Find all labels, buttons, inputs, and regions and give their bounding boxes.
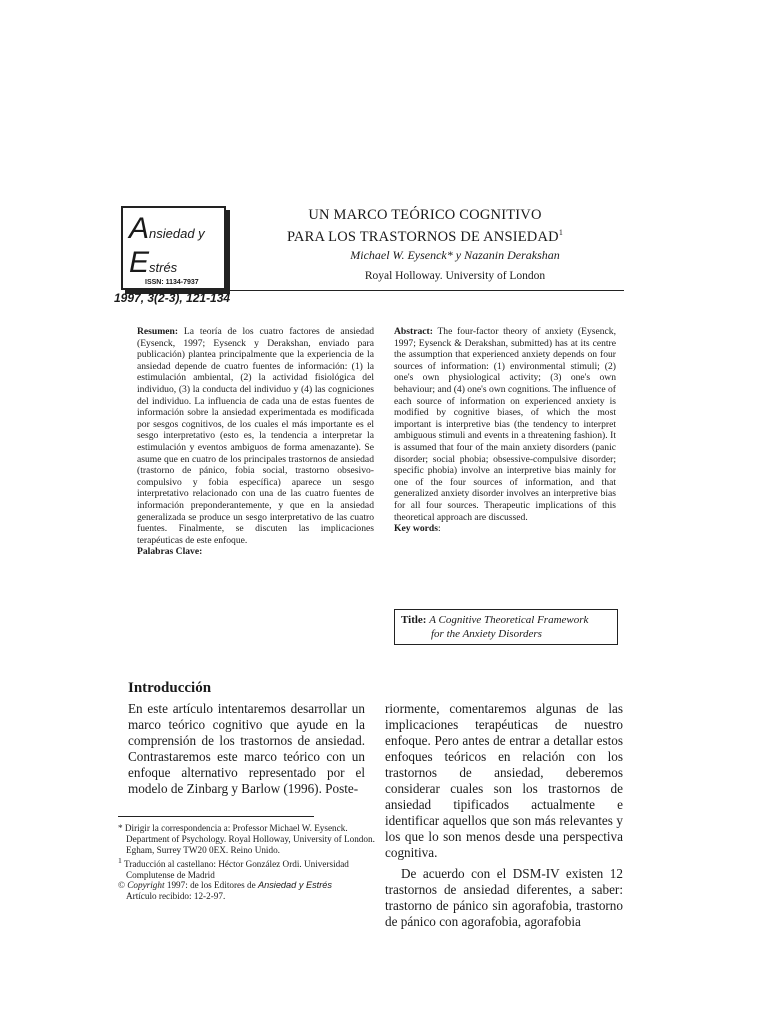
article-affiliation: Royal Holloway. University of London [364, 270, 546, 282]
abstract-text: The four-factor theory of anxiety (Eysenck, 1997; Eysenck & Derakshan, submitted) has at its centre the assumption that experienced anxiety depends on four sources of information: (1) environmental stimuli; (2) one's own physiological activity; (3) one's own behaviour; and (4) one's own cognitions. The influence of each source of information on experienced anxiety is modified by cognitive biases, of which the most important is interpretive bias (the tendency to interpret ambiguous stimuli and events in a threatening fashion). It is assumed that four of the main anxiety disorders (panic disorder; social phobia; obsessive-compulsive disorder; specific phobia) involve an interpretive bias mainly for one of the four sources of information, and that generalized anxiety disorder involves an interpretive bias for all four sources. Therapeutic implications of this theoretical approach are discussed. [394, 326, 616, 523]
article-title [244, 207, 606, 246]
issn: ISSN: 1134-7937 [145, 279, 199, 286]
body-paragraph: riormente, comentaremos algunas de las implicaciones terapéuticas de nuestro enfoque. Pero antes de entrar a detallar estos enfoques teóricos en relación con los trastornos de ansiedad, deberemos considerar cuales son los trastornos de ansiedad tipificados actualmente e identificar aquellos que son más relevantes y los que lo son menos desde una perspectiva cognitiva. [385, 701, 623, 860]
abstract-label: Abstract: [394, 326, 433, 337]
footnote-rule [118, 816, 314, 817]
body-column-2 [385, 701, 623, 930]
logo-line-2: Estrés [129, 246, 178, 279]
resumen-text: La teoría de los cuatro factores de ansiedad (Eysenck, 1997; Eysenck y Derakshan, enviado para publicación) plantea principalmente que la experiencia de la ansiedad depende de cuatro fuentes de información: (1) la estimulación ambiental, (2) la actividad fisiológica del individuo, (3) la conducta del individuo y (4) las cogniciones del individuo. La influencia de cada una de estas fuentes de información sobre la ansiedad experimentada es modificada por sesgos cognitivos, de los cuales el más importante es el sesgo interpretativo (esto es, la tendencia a interpretar la estimulación y eventos ambiguos de forma amenazante). Se asume que en cuatro de los principales trastornos de ansiedad (trastorno de pánico, fobia social, trastorno obsesivo-compulsivo y fobia específica) aparece un sesgo interpretativo relacionado con una de las cuatro fuentes de información preponderantemente, y que en la ansiedad generalizada se produce un sesgo interpretativo de las cuatro fuentes. Finalmente, se discuten las implicaciones terapéuticas de este enfoque. [137, 326, 374, 546]
journal-logo [121, 206, 226, 290]
title-line-2: PARA LOS TRASTORNOS DE ANSIEDAD$^1$ [286, 228, 564, 245]
resumen-block [137, 326, 374, 558]
copyright-notice: © Copyright 1997: de los Editores de Ansiedad y Estrés Artículo recibido: 12-2-97. [118, 880, 368, 902]
english-title-box [394, 609, 618, 645]
abstract-block: Abstract: The four-factor theory of anxiety (Eysenck, 1997; Eysenck & Derakshan, submitted) has at its centre the assumption that experienced anxiety depends on four sources of information: (1) environmental stimuli; (2) one's own physiological activity; (3) one's own behaviour; and (4) one's own cognitions. The influence of each source of information on experienced anxiety is modified by cognitive biases, of which the most important is interpretive bias (the tendency to interpret ambiguous stimuli and events in a threatening fashion). It is assumed that four of the main anxiety disorders (panic disorder; social phobia; obsessive-compulsive disorder; specific phobia) involve an interpretive bias mainly for one of the four sources of information, and that generalized anxiety disorder involves an interpretive bias for all four sources. Therapeutic implications of this theoretical approach are discussed. Key words: [394, 326, 616, 535]
footnote-translation: $^1$ Traducción al castellano: Héctor González Ordi. Universidad Complutense de Madrid [118, 856, 349, 880]
title-line-1: UN MARCO TEÓRICO COGNITIVO [308, 207, 542, 223]
body-column-1: En este artículo intentaremos desarrollar un marco teórico cognitivo que ayude en la comprensión de los trastornos de ansiedad. Contrastaremos este marco teórico con un enfoque alternativo representado por el modelo de Zinbarg y Barlow (1996). Poste- [128, 701, 365, 796]
keywords-label: Key words [394, 523, 438, 535]
introduction-heading: Introducción [128, 680, 212, 696]
article-authors: Michael W. Eysenck* y Nazanin Derakshan [350, 248, 560, 262]
logo-line-1: Ansiedad y [129, 212, 205, 245]
received-date: Artículo recibido: 12-2-97. [126, 890, 226, 901]
resumen-label: Resumen: [137, 326, 179, 337]
english-title-line-2: for the Anxiety Disorders [431, 628, 542, 640]
footnote-correspondence: * Dirigir la correspondencia a: Professor Michael W. Eysenck. Department of Psychology. Royal Holloway, University of London. Egham, Surrey TW20 0EX. Reino Unido. [118, 823, 375, 855]
title-footnote-mark: 1 [558, 228, 564, 237]
header-rule [228, 290, 624, 291]
body-paragraph: De acuerdo con el DSM-IV existen 12 trastornos de ansiedad diferentes, a saber: trastorno de pánico sin agorafobia, trastorno de pánico con agorafobia, agorafobia [385, 866, 623, 929]
english-title-line-1: Title: A Cognitive Theoretical Framework [401, 614, 589, 626]
journal-citation: 1997, 3(2-3), 121-134 [114, 291, 231, 305]
palabras-clave-label: Palabras Clave: [137, 546, 203, 558]
